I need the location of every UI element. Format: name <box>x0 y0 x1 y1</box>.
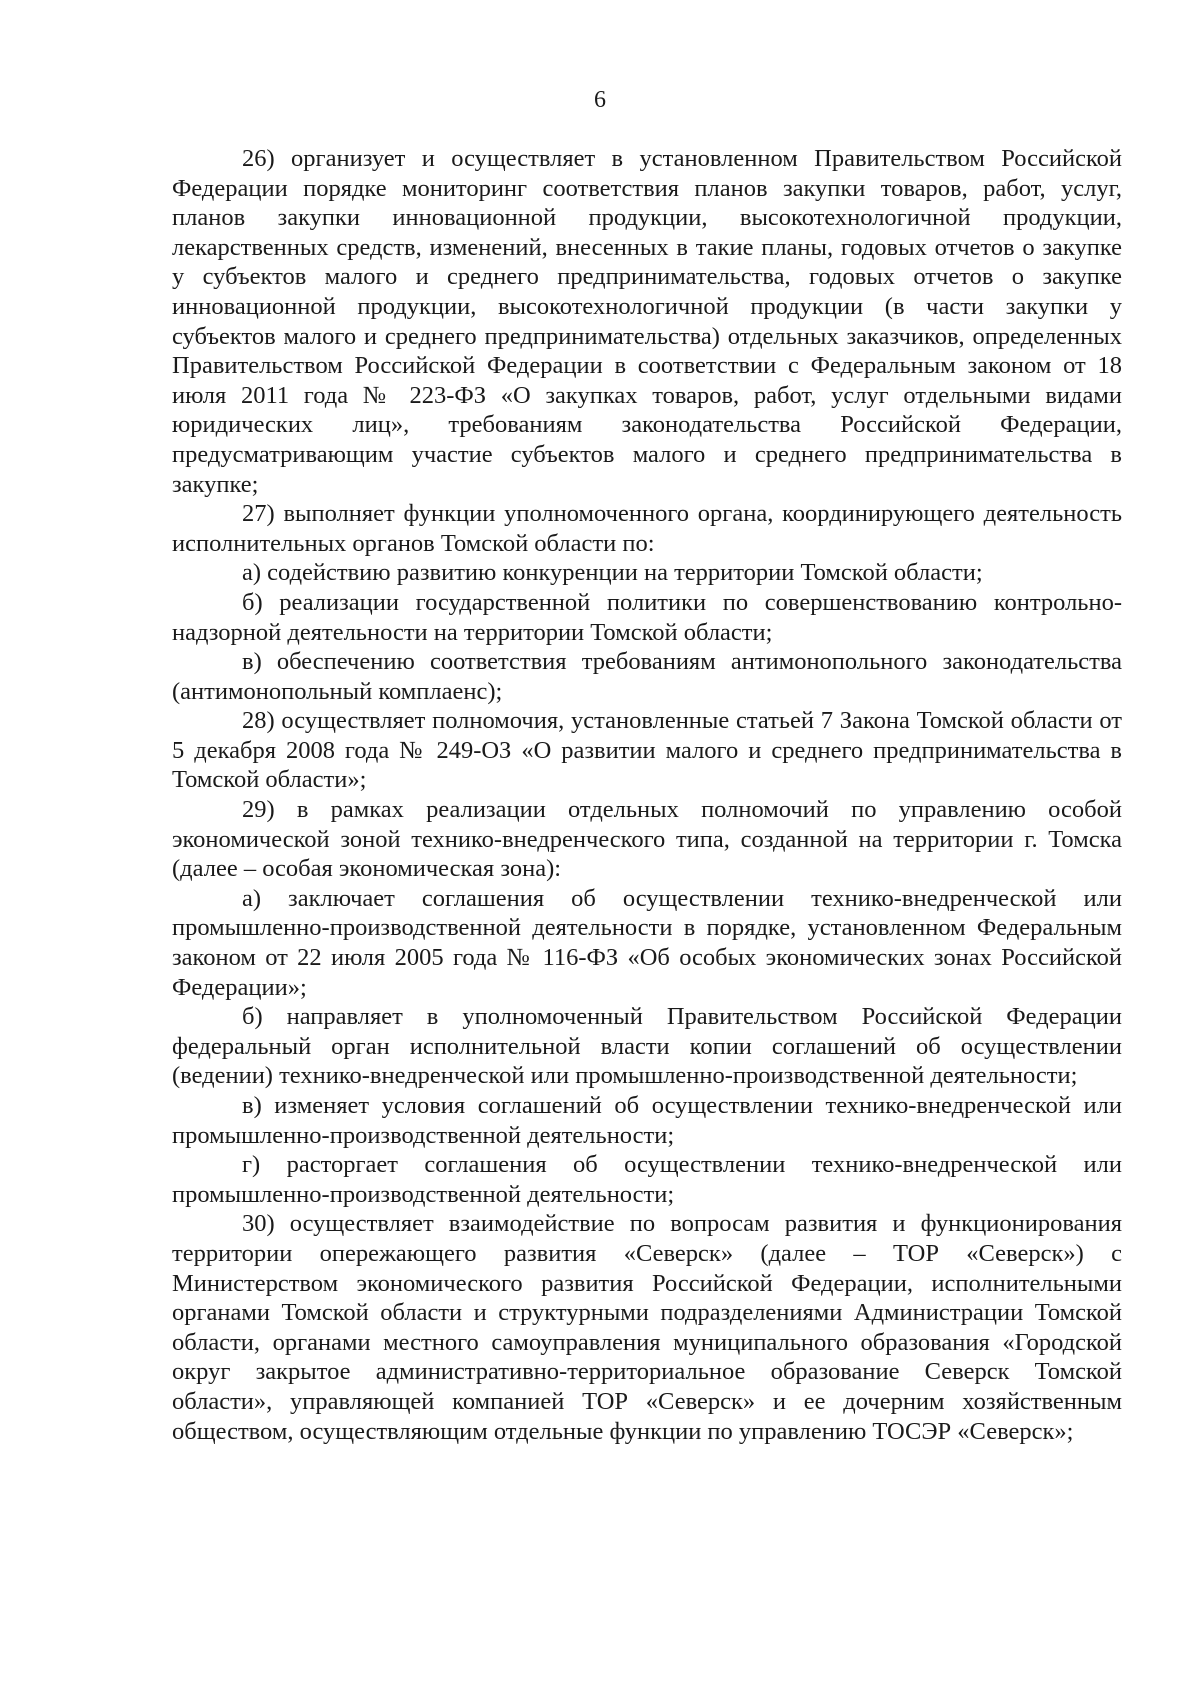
paragraph-29-g: г) расторгает соглашения об осуществлении технико-внедренческой или промышленно-производственной деятельности; <box>172 1151 1122 1208</box>
paragraph-29-v: в) изменяет условия соглашений об осуществлении технико-внедренческой или промышленно-производственной деятельности; <box>172 1092 1122 1149</box>
paragraph-27-a: а) содействию развитию конкуренции на территории Томской области; <box>242 559 983 587</box>
paragraph-29: 29) в рамках реализации отдельных полномочий по управлению особой экономической зоной технико-внедренческого типа, созданной на территории г. Томска (далее – особая экономическая зона): <box>172 796 1122 883</box>
paragraph-29-b: б) направляет в уполномоченный Правительством Российской Федерации федеральный орган исполнительной власти копии соглашений об осуществлении (ведении) технико-внедренческой или промышленно-производственной деятельности; <box>172 1003 1122 1090</box>
document-body <box>172 144 1122 1446</box>
paragraph-30: 30) осуществляет взаимодействие по вопросам развития и функционирования территории опережающего развития «Северск» (далее – ТОР «Северск») с Министерством экономического развития Российской Федерации, исполнительными органами Томской области и структурными подразделениями Администрации Томской области, органами местного самоуправления муниципального образования «Городской округ закрытое административно-территориальное образование Северск Томской области», управляющей компанией ТОР «Северск» и ее дочерним хозяйственным обществом, осуществляющим отдельные функции по управлению ТОСЭР «Северск»; <box>172 1210 1122 1445</box>
paragraph-28: 28) осуществляет полномочия, установленные статьей 7 Закона Томской области от 5 декабря 2008 года № 249-ОЗ «О развитии малого и среднего предпринимательства в Томской области»; <box>172 707 1122 794</box>
paragraph-27: 27) выполняет функции уполномоченного органа, координирующего деятельность исполнительных органов Томской области по: <box>172 500 1122 557</box>
paragraph-29-a: а) заключает соглашения об осуществлении технико-внедренческой или промышленно-производственной деятельности в порядке, установленном Федеральным законом от 22 июля 2005 года № 116-ФЗ «Об особых экономических зонах Российской Федерации»; <box>172 884 1122 1001</box>
page-number: 6 <box>594 87 606 113</box>
paragraph-27-b: б) реализации государственной политики по совершенствованию контрольно-надзорной деятельности на территории Томской области; <box>172 588 1122 646</box>
paragraph-26: 26) организует и осуществляет в установленном Правительством Российской Федерации порядке мониторинг соответствия планов закупки товаров, работ, услуг, планов закупки инновационной продукции, высокотехнологичной продукции, лекарственных средств, изменений, внесенных в такие планы, годовых отчетов о закупке у субъектов малого и среднего предпринимательства, годовых отчетов о закупке инновационной продукции, высокотехнологичной продукции (в части закупки у субъектов малого и среднего предпринимательства) отдельных заказчиков, определенных Правительством Российской Федерации в соответствии с Федеральным законом от 18 июля 2011 года № 223-ФЗ «О закупках товаров, работ, услуг отдельными видами юридических лиц», требованиям законодательства Российской Федерации, предусматривающим участие субъектов малого и среднего предпринимательства в закупке; <box>172 145 1122 498</box>
paragraph-27-v: в) обеспечению соответствия требованиям антимонопольного законодательства (антимонопольный комплаенс); <box>172 648 1122 705</box>
